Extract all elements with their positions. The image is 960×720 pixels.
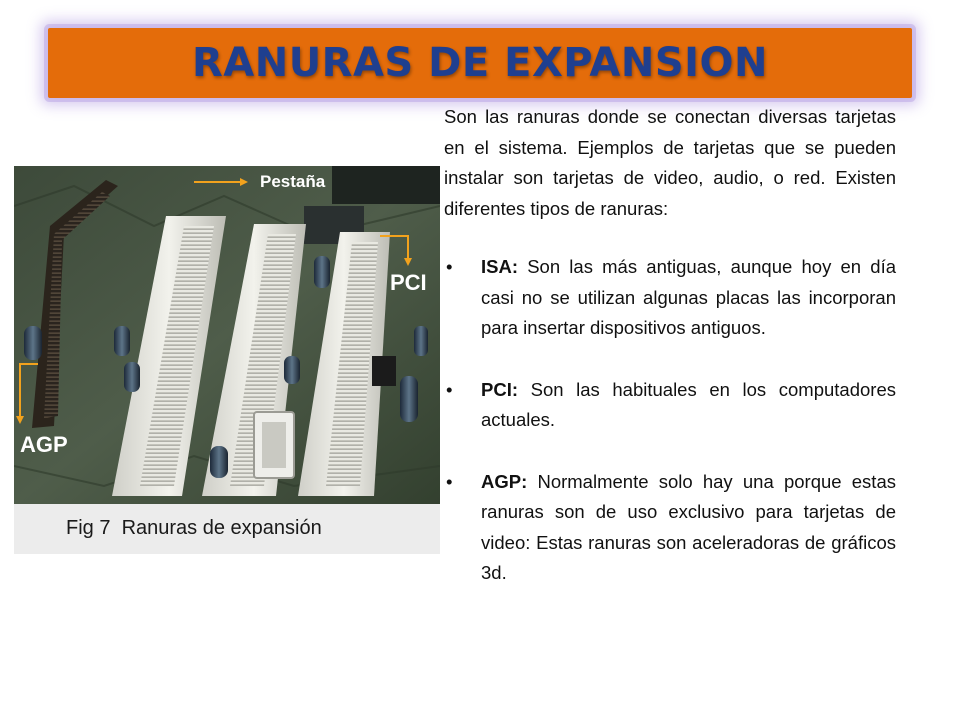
body-text <box>444 102 896 620</box>
bullet-text: Son las habituales en los computadores actuales. <box>481 378 896 430</box>
figure-caption: Fig 7 Ranuras de expansión <box>66 517 322 539</box>
slot-type-list <box>444 252 896 589</box>
motherboard-photo <box>14 166 440 554</box>
label-agp: AGP <box>20 432 68 457</box>
bullet-term: AGP: <box>481 470 528 492</box>
bullet-text: Son las más antiguas, aunque hoy en día casi no se utilizan algunas placas las incorporan para insertar dispositivos antiguos. <box>481 256 896 338</box>
list-item-isa <box>444 252 896 344</box>
label-pestana: Pestaña <box>260 172 326 191</box>
slide-title: RANURAS DE EXPANSION <box>191 40 769 86</box>
label-pci: PCI <box>390 270 427 295</box>
list-item-agp <box>444 467 896 589</box>
title-banner <box>48 28 912 98</box>
intro-paragraph: Son las ranuras donde se conectan diversas tarjetas en el sistema. Ejemplos de tarjetas que se pueden instalar son tarjetas de video, audio, o red. Existen diferentes tipos de ranuras: <box>444 106 896 219</box>
list-item-pci <box>444 375 896 436</box>
bullet-term: PCI: <box>481 378 518 400</box>
bullet-text: Normalmente solo hay una porque estas ranuras son de uso exclusivo para tarjetas de video: Estas ranuras son aceleradoras de gráficos 3d. <box>481 470 896 583</box>
bullet-term: ISA: <box>481 256 518 277</box>
